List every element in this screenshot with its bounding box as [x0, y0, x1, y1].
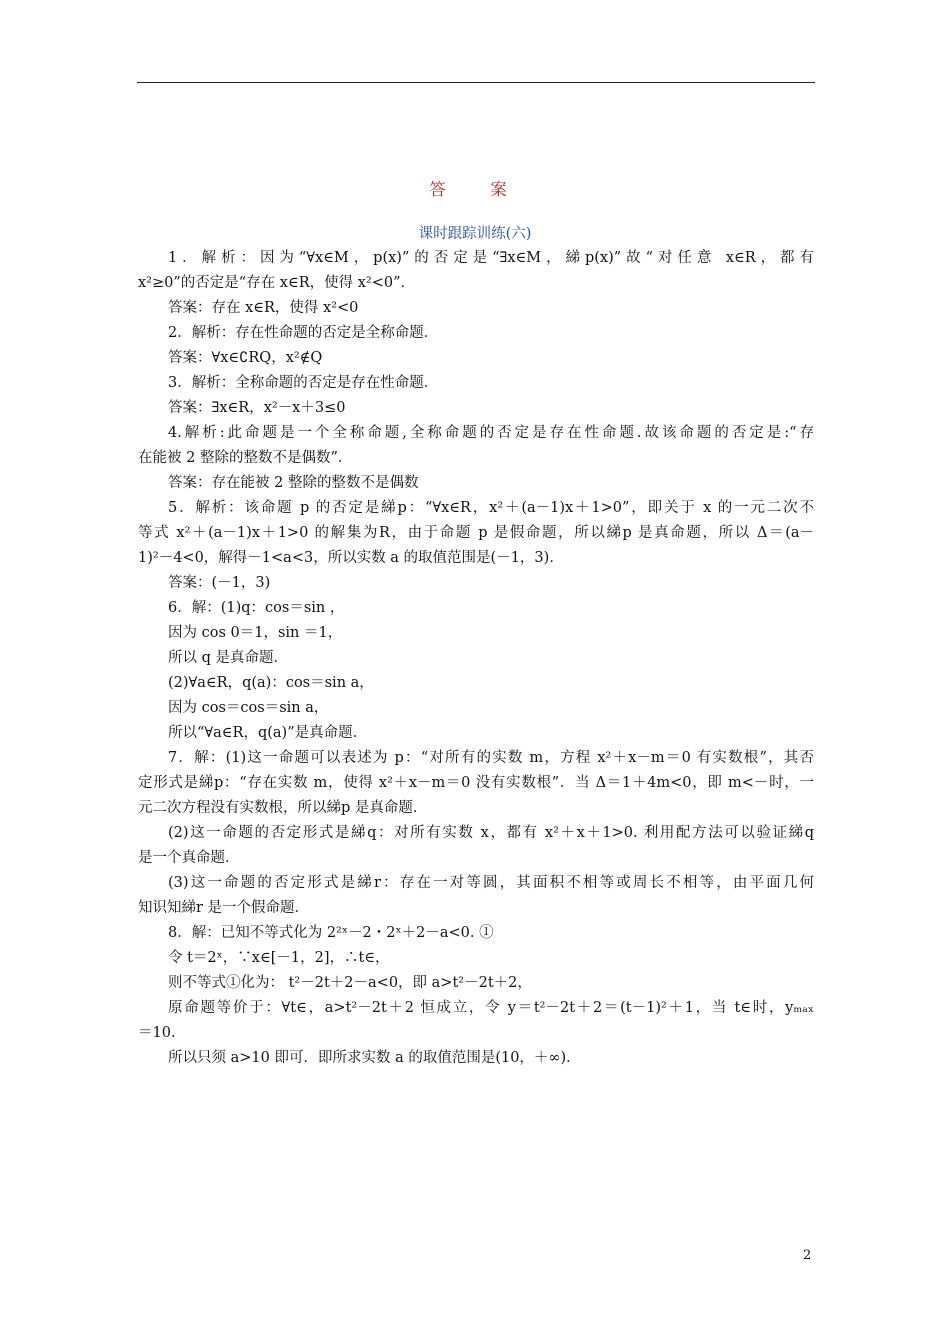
text-line: ＝10.: [138, 1025, 176, 1041]
text-line: 答案：∃x∈R，x²－x＋3≤0: [168, 400, 346, 416]
text-line: 1．解析：因为“∀x∈M，p(x)”的否定是“∃x∈M，綈p(x)”故“对任意 x∈R，都有: [168, 250, 814, 266]
text-line: 4.解析:此命题是一个全称命题,全称命题的否定是存在性命题.故该命题的否定是:“存: [168, 425, 814, 441]
text-line: 等式 x²＋(a－1)x＋1>0 的解集为R，由于命题 p 是假命题，所以綈p 是真命题，所以 Δ＝(a－: [138, 525, 814, 541]
text-line: 因为 cos 0＝1，sin ＝1，: [168, 625, 343, 641]
text-line: (2)∀a∈R，q(a)：cos＝sin a，: [168, 675, 374, 691]
text-line: 答案：存在 x∈R，使得 x²<0: [168, 300, 359, 316]
text-line: 答案：(－1，3): [168, 575, 271, 591]
text-line: 8．解：已知不等式化为 2²ˣ－2・2ˣ＋2－a<0. ①: [168, 925, 494, 941]
text-line: 7．解：(1)这一命题可以表述为 p：“对所有的实数 m，方程 x²＋x－m＝0 有实数根”，其否: [168, 750, 814, 766]
text-line: x²≥0”的否定是“存在 x∈R，使得 x²<0”．: [138, 275, 416, 291]
header-rule: [137, 82, 815, 83]
page-number: 2: [803, 1248, 812, 1263]
text-line: 所以“∀a∈R，q(a)”是真命题．: [168, 725, 368, 741]
text-line: 答案：存在能被 2 整除的整数不是偶数: [168, 475, 419, 491]
text-line: 原命题等价于：∀t∈，a>t²－2t＋2 恒成立，令 y＝t²－2t＋2＝(t－1)²＋1，当 t∈时，yₘₐₓ: [168, 1000, 814, 1016]
text-line: (2)这一命题的否定形式是綈q：对所有实数 x，都有 x²＋x＋1>0. 利用配方法可以验证綈q: [168, 825, 814, 841]
text-line: 因为 cos＝cos＝sin a，: [168, 700, 329, 716]
text-line: (3)这一命题的否定形式是綈r：存在一对等圆，其面积不相等或周长不相等，由平面几何: [168, 875, 814, 891]
text-line: 知识知綈r 是一个假命题．: [138, 900, 310, 916]
text-line: 则不等式①化为： t²－2t＋2－a<0，即 a>t²－2t＋2，: [168, 975, 532, 991]
answer-body: [138, 246, 814, 1071]
text-line: 所以 q 是真命题．: [168, 650, 288, 666]
text-line: 答案：∀x∈∁RQ，x²∉Q: [168, 350, 323, 366]
text-line: 元二次方程没有实数根，所以綈p 是真命题．: [138, 800, 428, 816]
text-line: 5．解析：该命题 p 的否定是綈p：“∀x∈R，x²＋(a－1)x＋1>0”，即关于 x 的一元二次不: [168, 500, 814, 516]
text-line: 令 t＝2ˣ，∵x∈[－1，2]，∴t∈，: [168, 950, 390, 966]
text-line: 6．解：(1)q：cos＝sin ，: [168, 600, 345, 616]
text-line: 定形式是綈p：“存在实数 m，使得 x²＋x－m＝0 没有实数根”．当 Δ＝1＋4m<0，即 m<－时，一: [138, 775, 814, 791]
text-line: 3．解析：全称命题的否定是存在性命题．: [168, 375, 439, 391]
text-line: 1)²－4<0，解得－1<a<3，所以实数 a 的取值范围是(－1，3)．: [138, 550, 564, 566]
text-line: 所以只须 a>10 即可．即所求实数 a 的取值范围是(10，＋∞)．: [168, 1050, 581, 1066]
text-line: 是一个真命题．: [138, 850, 240, 866]
text-line: 2．解析：存在性命题的否定是全称命题．: [168, 325, 439, 341]
text-line: 在能被 2 整除的整数不是偶数”．: [138, 450, 353, 466]
section-subtitle: 课时跟踪训练(六): [418, 226, 532, 242]
page-title: 答 案: [429, 180, 521, 199]
